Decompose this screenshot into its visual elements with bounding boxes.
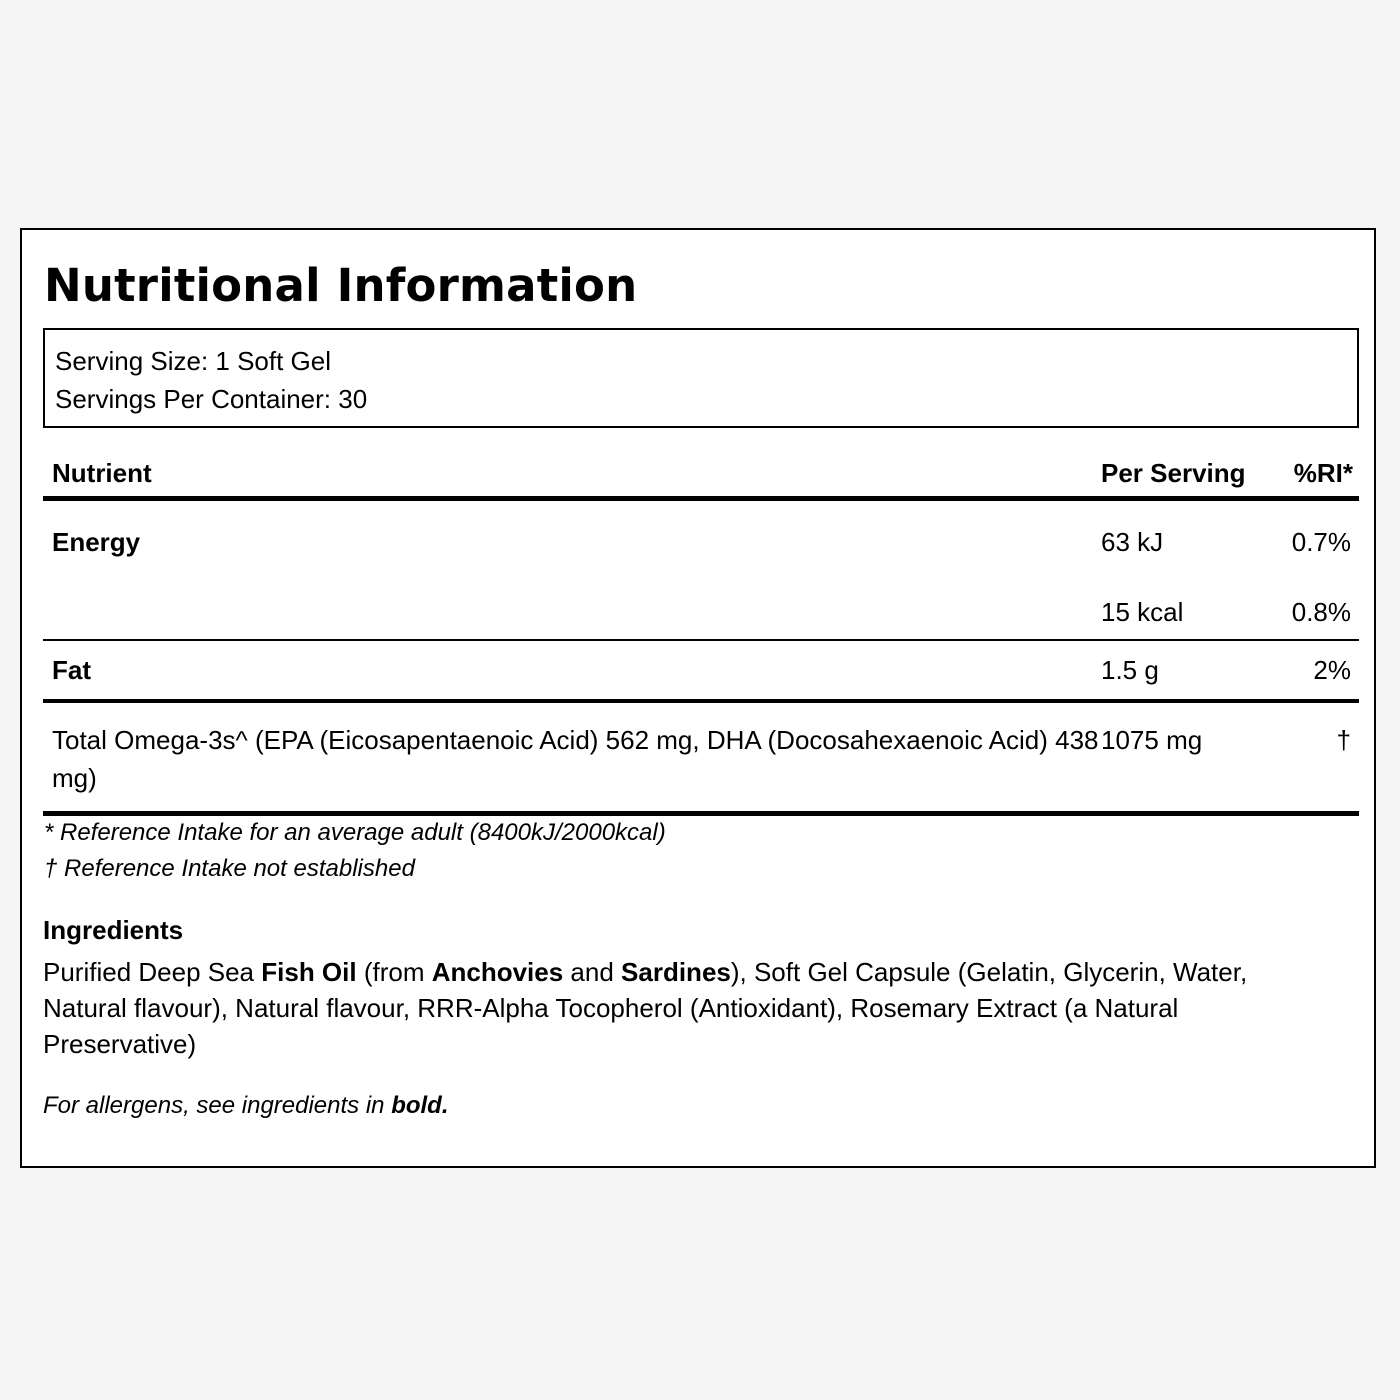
nutrient-name: Energy bbox=[52, 527, 141, 557]
ingredient-allergen: Fish Oil bbox=[261, 957, 357, 987]
table-row-fat bbox=[43, 641, 1359, 699]
nutrient-amount: 1.5 g bbox=[1101, 655, 1159, 685]
serving-size: Serving Size: 1 Soft Gel bbox=[55, 346, 332, 376]
allergen-note-text: For allergens, see ingredients in bbox=[43, 1092, 392, 1119]
ingredient-text: and bbox=[563, 957, 622, 987]
footnote-ri: * Reference Intake for an average adult (8400kJ/2000kcal) bbox=[44, 819, 666, 846]
footnote-not-established: † Reference Intake not established bbox=[44, 855, 415, 882]
footnotes bbox=[44, 815, 666, 887]
ingredient-text: ), Soft Gel Capsule (Gelatin, Glycerin, Water, Natural flavour), Natural flavour, RRR-Alpha Tocopherol (Antioxidant), Rosemary Extract (a Natural Preservative) bbox=[43, 957, 1248, 1059]
table-row-energy-kcal bbox=[43, 577, 1359, 639]
table-row-energy-kj bbox=[43, 501, 1359, 577]
nutrient-name: Total Omega-3s^ (EPA (Eicosapentaenoic Acid) 562 mg, DHA (Docosahexaenoic Acid) 438 mg) bbox=[52, 725, 1099, 793]
nutrient-ri: 0.8% bbox=[1291, 597, 1351, 627]
nutrition-panel bbox=[20, 228, 1376, 1168]
nutrient-ri: † bbox=[1336, 725, 1351, 755]
table-header-row bbox=[43, 450, 1359, 496]
nutrient-amount: 1075 mg bbox=[1101, 725, 1203, 755]
header-per-serving: Per Serving bbox=[1101, 458, 1246, 488]
allergen-note-bold: bold. bbox=[391, 1092, 449, 1119]
header-ri: %RI* bbox=[1293, 458, 1353, 488]
nutrient-ri: 2% bbox=[1313, 655, 1351, 685]
page-title: Nutritional Information bbox=[44, 259, 638, 312]
servings-per-container: Servings Per Container: 30 bbox=[55, 384, 368, 414]
ingredient-allergen: Sardines bbox=[621, 957, 731, 987]
ingredients-heading: Ingredients bbox=[43, 915, 184, 945]
nutrition-table bbox=[43, 450, 1359, 816]
serving-info-box bbox=[43, 328, 1359, 428]
header-nutrient: Nutrient bbox=[52, 458, 152, 488]
ingredient-allergen: Anchovies bbox=[431, 957, 564, 987]
nutrient-name: Fat bbox=[52, 655, 91, 685]
allergen-note bbox=[43, 1088, 449, 1124]
ingredients-text bbox=[43, 954, 1323, 1062]
nutrient-amount: 15 kcal bbox=[1101, 597, 1184, 627]
nutrient-ri: 0.7% bbox=[1291, 527, 1351, 557]
table-row-omega3 bbox=[43, 703, 1359, 811]
ingredient-text: Purified Deep Sea bbox=[43, 957, 262, 987]
nutrient-amount: 63 kJ bbox=[1101, 527, 1164, 557]
ingredient-text: (from bbox=[356, 957, 432, 987]
